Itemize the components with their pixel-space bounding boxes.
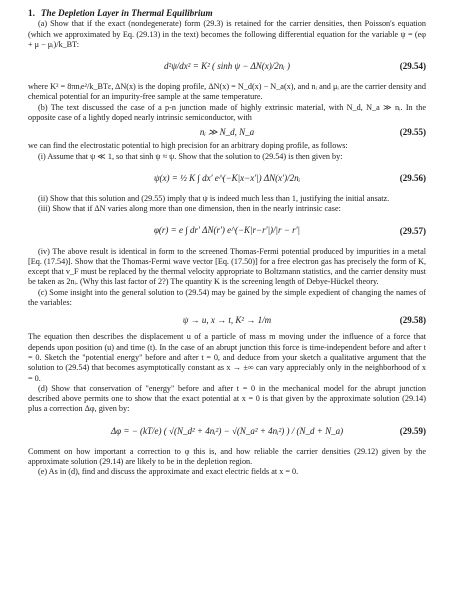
- equation-number: (29.59): [399, 425, 426, 436]
- equation-29-57: [28, 216, 426, 246]
- paragraph-d-intro: (d) Show that conservation of "energy" before and after t = 0 in the mechanical model for the abrupt junction described above permits one to show that the exact potential at x = 0 is that given by the approximate solution (29.14) plus a correction Δφ, given by:: [28, 383, 426, 414]
- paragraph-b-intro: (b) The text discussed the case of a p-n junction made of highly extrinsic material, with N_d, N_a ≫ nᵢ. In the opposite case of a lightly doped nearly intrinsic semiconductor, with: [28, 102, 426, 123]
- paragraph-b-iii: (iii) Show that if ΔN varies along more than one dimension, then in the nearly intrinsic case:: [38, 204, 341, 214]
- equation-expression: ψ(x) = ½ K ∫ dx′ e^(−K|x−x′|) ΔN(x′)/2nᵢ: [153, 172, 301, 183]
- paragraph-c-discussion: The equation then describes the displacement u of a particle of mass m moving under the influence of a force that depends upon position (u) and time (t). In the case of an abrupt junction this force is time-independent before and after t = 0. Sketch the "potential energy" before and after t = 0, and deduce from your sketch a qualitative argument that the solution to (29.54) that becomes asymptotically constant as x → ±∞ can vary appreciably only in the neighborhood of x = 0.: [28, 332, 426, 383]
- paragraph-d-comment: Comment on how important a correction to φ this is, and how reliable the carrier densities (29.12) given by the approximate solution (29.14) are likely to be in the depletion region.: [28, 446, 426, 467]
- equation-expression: nᵢ ≫ N_d, N_a: [199, 127, 255, 138]
- equation-number: (29.58): [399, 315, 426, 326]
- equation-expression: d²ψ/dx² = K² ( sinh ψ − ΔN(x)/2nᵢ ): [164, 61, 290, 72]
- section-heading: [28, 8, 426, 18]
- paragraph-b-iv: (iv) The above result is identical in form to the screened Thomas-Fermi potential produced by impurities in a metal [Eq. (17.54)]. Show that the Thomas-Fermi wave vector [Eq. (17.50)] for a free electron gas has precisely the form of K, except that v_F must be replaced by the thermal velocity appropriate to Boltzmann statistics, and the carrier density must be taken as 2nᵢ. (Why this last factor of 2?) The quantity K is the screening length of Debye-Hückel theory.: [28, 246, 426, 287]
- equation-expression: φ(r) = e ∫ dr′ ΔN(r′) e^(−K|r−r′|)/|r − r′|: [153, 225, 301, 236]
- equation-number: (29.56): [399, 172, 426, 183]
- equation-29-55: [28, 124, 426, 140]
- paragraph-b-ii: (ii) Show that this solution and (29.55) imply that ψ is indeed much less than 1, justifying the initial ansatz.: [38, 193, 390, 203]
- paragraph-b-i: (i) Assume that ψ ≪ 1, so that sinh ψ ≈ ψ. Show that the solution to (29.54) is then given by:: [38, 151, 343, 161]
- equation-expression: Δφ = − (kT/e) ( √(N_d² + 4nᵢ²) − √(N_a² + 4nᵢ²) ) / (N_d + N_a): [110, 425, 344, 436]
- paragraph-a-intro: (a) Show that if the exact (nondegenerate) form (29.3) is retained for the carrier densities, then Poisson's equation (which we approximated by Eq. (29.13) in the text) becomes the following differential equation for the variable ψ = (eφ + μ − μᵢ)/k_BT:: [28, 19, 426, 49]
- paragraph-b-continue: we can find the electrostatic potential to high precision for an arbitrary doping profile, as follows:: [28, 141, 348, 151]
- paragraph-c-intro: (c) Some insight into the general solution to (29.54) may be gained by the simple expedient of changing the names of the variables:: [28, 287, 426, 308]
- equation-number: (29.57): [399, 225, 426, 236]
- equation-expression: ψ → u, x → t, K² → 1/m: [182, 315, 272, 326]
- equation-29-54: [28, 51, 426, 81]
- section-number: 1.: [28, 8, 35, 18]
- equation-29-59: [28, 416, 426, 446]
- section-title: The Depletion Layer in Thermal Equilibrium: [40, 8, 213, 18]
- equation-29-58: [28, 309, 426, 331]
- equation-number: (29.55): [399, 127, 426, 138]
- equation-29-56: [28, 163, 426, 193]
- paragraph-a-definitions: where K² = 8πnᵢe²/k_BTε, ΔN(x) is the doping profile, ΔN(x) = N_d(x) − N_a(x), and nᵢ and μᵢ are the carrier density and chemical potential for an impurity-free sample at the same temperature.: [28, 82, 426, 102]
- equation-number: (29.54): [399, 61, 426, 72]
- paragraph-e: (e) As in (d), find and discuss the approximate and exact electric fields at x = 0.: [38, 467, 299, 477]
